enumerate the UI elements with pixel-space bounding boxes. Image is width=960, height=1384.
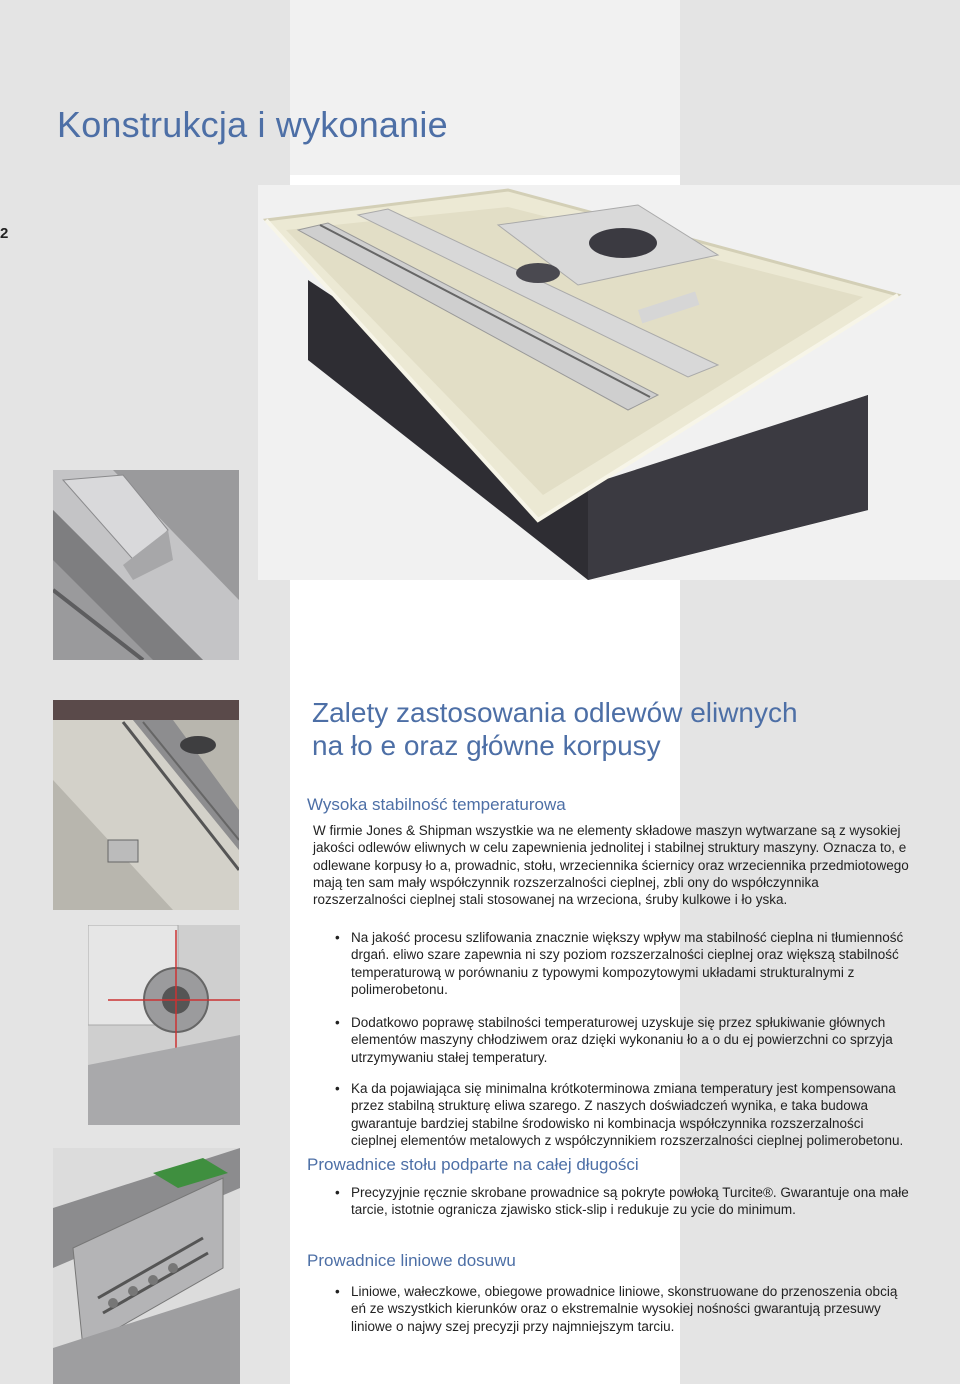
- linear-roller-guide-photo: [53, 1148, 240, 1384]
- list-item: [313, 1184, 913, 1219]
- list-item: [313, 1014, 913, 1066]
- stability-paragraph: W firmie Jones & Shipman wszystkie wa ne elementy składowe maszyn wytwarzane są z wysokiej jakości odlewów eliwnych w celu zapewnienia jednolitej i stabilnej struktury maszyny. Oznacza to, e odlewane korpusy ło a, prowadnic, stołu, wrzeciennika ściernicy oraz wrzeciennika przedmiotowego mają ten sam mały współczynnik rozszerzalności cieplnej, zbli ony do współczynnika rozszerzalności cieplnej stali stosowanej na wrzeciona, śruby kulkowe i ło yska.: [313, 823, 909, 908]
- bullet-text: Dodatkowo poprawę stabilności temperaturowej uzyskuje się przez spłukiwanie głównych elementów maszyny chłodziwem oraz dzięki wykonaniu ło a o du ej powierzchni co sprzyja utrzymywaniu stałej temperatury.: [351, 1015, 893, 1065]
- table-guides-heading: Prowadnice stołu podparte na całej długości: [307, 1155, 639, 1174]
- list-item: [313, 1080, 913, 1149]
- bullet-icon: •: [335, 1015, 340, 1031]
- section-title-line2: na ło e oraz główne korpusy: [312, 730, 661, 761]
- page-number: 2: [0, 225, 9, 242]
- list-item: [313, 1283, 913, 1335]
- stability-bullet-list: [313, 929, 913, 1149]
- section-title: [312, 696, 932, 762]
- bullet-text: Ka da pojawiająca się minimalna krótkoterminowa zmiana temperatury jest kompensowana przez stabilną strukturę eliwa szarego. Z naszych doświadczeń wynika, e taka budowa gwarantuje bardziej stabilne środowisko ni kombinacja współczynnika rozszerzalności cieplnej elementów metalowych z współczynnikiem rozszerzalności cieplnej polimerobetonu.: [351, 1081, 904, 1148]
- bullet-text: Liniowe, wałeczkowe, obiegowe prowadnice liniowe, skonstruowane do przenoszenia obcią eń ze wszystkich kierunków oraz o ekstremalnie wysokiej nośności gwarantują przesuwy liniowe o najwy szej precyzji przy najmniejszym tarciu.: [351, 1284, 898, 1334]
- bed-guideways-photo: [53, 700, 239, 910]
- machine-bed-casting-photo: [258, 185, 960, 580]
- bullet-icon: •: [335, 930, 340, 945]
- bullet-text: Na jakość procesu szlifowania znacznie większy wpływ ma stabilność cieplna ni tłumienność drgań. eliwo szare zapewnia ni szy poziom rozszerzalności cieplnej oraz większą stabilność temperaturową w porównaniu z typowymi kompozytowymi układami strukturalnymi z polimerobetonu.: [351, 930, 904, 997]
- table-guides-bullet-list: [313, 1184, 913, 1219]
- scraped-guideway-closeup-photo: [53, 470, 239, 660]
- feed-guides-bullet-list: [313, 1283, 913, 1335]
- bullet-icon: •: [335, 1081, 340, 1097]
- bullet-text: Precyzyjnie ręcznie skrobane prowadnice są pokryte powłoką Turcite®. Gwarantuje ona małe tarcie, istotnie ogranicza zjawisko stick-slip i redukuje zu ycie do minimum.: [351, 1185, 909, 1218]
- list-item: [313, 929, 913, 998]
- feed-guides-heading: Prowadnice liniowe dosuwu: [307, 1251, 516, 1270]
- bullet-icon: •: [335, 1185, 340, 1200]
- bullet-icon: •: [335, 1284, 340, 1299]
- section-title-line1: Zalety zastosowania odlewów eliwnych: [312, 697, 798, 728]
- spindle-head-photo: [88, 925, 240, 1125]
- page-title: Konstrukcja i wykonanie: [57, 104, 448, 145]
- stability-heading: Wysoka stabilność temperaturowa: [307, 795, 566, 814]
